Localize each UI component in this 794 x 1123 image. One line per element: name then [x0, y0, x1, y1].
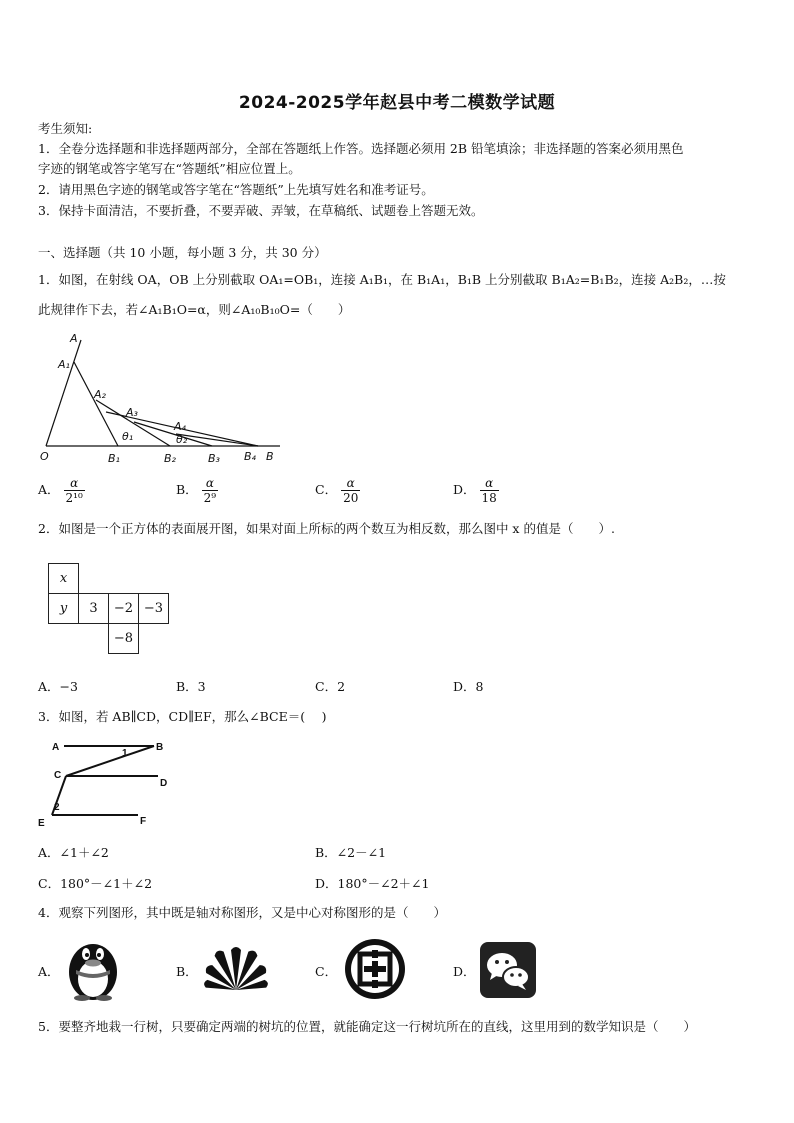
wechat-logo-icon[interactable] — [478, 940, 538, 1000]
q4-option-a-label[interactable]: A． — [38, 964, 60, 979]
label-b: B — [156, 742, 164, 753]
label-angle2: 2 — [54, 802, 60, 813]
q1-figure — [36, 330, 286, 466]
label-a4: A₄ — [174, 420, 186, 433]
q1-option-d[interactable]: D． $\frac{\alpha}{18}$ — [453, 476, 497, 505]
q2-option-c[interactable]: C．2 — [315, 679, 346, 694]
q4-option-d-label[interactable]: D． — [453, 964, 476, 979]
cell-minus8: −8 — [109, 624, 139, 654]
q1-text-line1: 1．如图，在射线 OA，OB 上分别截取 OA₁=OB₁，连接 A₁B₁，在 B₁A₁，B₁B 上分别截取 B₁A₂=B₁B₂，连接 A₂B₂，…按 — [38, 272, 726, 287]
label-a: A — [52, 742, 60, 753]
segment-bc — [66, 746, 154, 776]
q1-option-c[interactable]: C． $\frac{\alpha}{20}$ — [315, 476, 359, 505]
label-a1: A₁ — [58, 358, 70, 371]
label-theta2: θ₂ — [176, 433, 188, 446]
q3-figure — [34, 736, 174, 830]
huawei-logo-icon[interactable] — [200, 940, 272, 998]
label-d: D — [160, 778, 168, 789]
label-a: A — [70, 332, 78, 345]
notice-line-3: 2．请用黑色字迹的钢笔或答字笔在“答题纸”上先填写姓名和准考证号。 — [38, 182, 434, 197]
label-b4: B₄ — [244, 450, 256, 463]
label-c: C — [54, 770, 62, 781]
q2-option-a[interactable]: A．−3 — [38, 679, 78, 694]
q3-option-d[interactable]: D．180°－∠2＋∠1 — [315, 876, 430, 891]
q1-option-a[interactable]: A． $\frac{\alpha}{\text{2¹⁰}}$ — [38, 476, 83, 505]
notice-heading: 考生须知: — [38, 121, 93, 136]
segment-a4b4 — [176, 434, 258, 446]
label-b: B — [266, 450, 274, 463]
ray-oa — [46, 340, 81, 446]
cell-minus3: −3 — [139, 594, 169, 624]
notice-line-2: 字迹的钢笔或答字笔写在“答题纸”相应位置上。 — [38, 161, 301, 176]
label-b1: B₁ — [108, 452, 120, 465]
segment-a3b3 — [134, 422, 212, 446]
icbc-logo-icon[interactable] — [340, 936, 410, 1002]
cell-y: y — [49, 594, 79, 624]
q2-text: 2．如图是一个正方体的表面展开图，如果对面上所标的两个数互为相反数，那么图中 x 的值是（ ）. — [38, 521, 615, 536]
q3-option-c[interactable]: C．180°－∠1＋∠2 — [38, 876, 153, 891]
cube-net — [48, 563, 169, 654]
q4-text: 4．观察下列图形，其中既是轴对称图形，又是中心对称图形的是（ ） — [38, 905, 446, 920]
q4-option-b-label[interactable]: B． — [176, 964, 198, 979]
label-angle1: 1 — [122, 748, 128, 759]
label-theta1: θ₁ — [122, 430, 134, 443]
segment-a1b1 — [74, 362, 118, 446]
qq-penguin-icon[interactable] — [58, 934, 128, 1002]
label-a2: A₂ — [94, 388, 106, 401]
q1-option-b[interactable]: B． $\frac{\alpha}{\text{2⁹}}$ — [176, 476, 217, 505]
q2-option-b[interactable]: B．3 — [176, 679, 206, 694]
q4-option-c-label[interactable]: C． — [315, 964, 338, 979]
notice-line-1: 1．全卷分选择题和非选择题两部分，全部在答题纸上作答。选择题必须用 2B 铅笔填涂；非选择题的答案必须用黑色 — [38, 141, 684, 156]
cell-minus2: −2 — [109, 594, 139, 624]
q5-text: 5．要整齐地栽一行树，只要确定两端的树坑的位置，就能确定这一行树坑所在的直线，这里用到的数学知识是（ ） — [38, 1019, 696, 1034]
cell-x: x — [49, 564, 79, 594]
q2-option-d[interactable]: D．8 — [453, 679, 484, 694]
label-o: O — [40, 450, 49, 463]
q3-text: 3．如图，若 AB∥CD，CD∥EF，那么∠BCE＝( ) — [38, 709, 327, 724]
label-b2: B₂ — [164, 452, 176, 465]
q3-option-a[interactable]: A．∠1＋∠2 — [38, 845, 109, 860]
q3-option-b[interactable]: B．∠2－∠1 — [315, 845, 387, 860]
label-e: E — [38, 818, 45, 829]
q1-text-line2: 此规律作下去，若∠A₁B₁O=α，则∠A₁₀B₁₀O=（ ） — [38, 302, 351, 317]
notice-line-4: 3．保持卡面清洁，不要折叠，不要弄破、弄皱，在草稿纸、试题卷上答题无效。 — [38, 203, 484, 218]
label-b3: B₃ — [208, 452, 220, 465]
page-title: 2024-2025学年赵县中考二模数学试题 — [238, 93, 556, 113]
section-heading: 一、选择题（共 10 小题，每小题 3 分，共 30 分） — [38, 245, 327, 260]
label-f: F — [140, 816, 147, 827]
label-a3: A₃ — [126, 406, 138, 419]
cell-3: 3 — [79, 594, 109, 624]
